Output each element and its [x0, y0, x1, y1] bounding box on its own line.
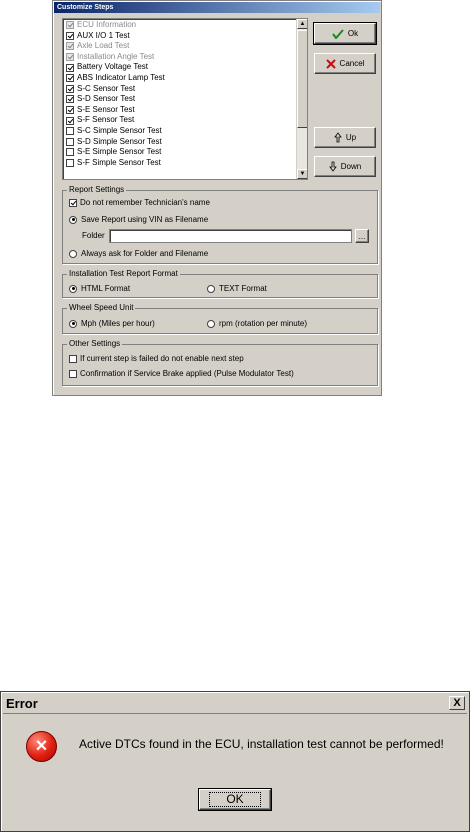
step-label: Installation Angle Test	[77, 51, 155, 61]
remember-name-checkbox[interactable]	[69, 198, 210, 207]
step-label: AUX I/O 1 Test	[77, 30, 130, 40]
step-checkbox[interactable]	[66, 85, 74, 93]
report-settings-title: Report Settings	[69, 185, 125, 194]
error-ok-button[interactable]	[199, 789, 271, 810]
brake-confirm-checkbox[interactable]	[69, 369, 294, 378]
folder-input[interactable]	[109, 229, 352, 243]
steps-listbox[interactable]	[62, 18, 308, 180]
brake-confirm-label: Confirmation if Service Brake applied (Pulse Modulator Test)	[80, 369, 294, 378]
error-ok-label: OK	[209, 792, 260, 807]
html-format-radio[interactable]	[69, 284, 130, 293]
always-ask-radio-dot[interactable]	[69, 250, 77, 258]
step-list-item[interactable]	[66, 73, 296, 84]
scroll-up-arrow-icon[interactable]: ▲	[297, 19, 308, 29]
text-format-radio[interactable]	[207, 284, 267, 293]
step-checkbox[interactable]	[66, 64, 74, 72]
up-arrow-icon	[334, 132, 342, 143]
step-list-item[interactable]	[66, 52, 296, 63]
step-label: Battery Voltage Test	[77, 62, 149, 72]
mph-radio[interactable]	[69, 319, 155, 328]
report-format-title: Installation Test Report Format	[69, 269, 178, 278]
listbox-scrollbar[interactable]	[296, 19, 307, 179]
step-list-item[interactable]	[66, 84, 296, 95]
step-list-item[interactable]	[66, 147, 296, 158]
wheel-speed-group	[62, 303, 378, 334]
step-failed-checkbox-box[interactable]	[69, 355, 77, 363]
step-label: Axle Load Test	[77, 41, 130, 51]
browse-folder-label: ...	[358, 231, 366, 241]
ok-button-label: Ok	[347, 29, 359, 38]
folder-row	[82, 231, 105, 240]
wheel-speed-title: Wheel Speed Unit	[69, 303, 134, 312]
save-vin-radio-dot[interactable]	[69, 216, 77, 224]
step-checkbox	[66, 53, 74, 61]
error-message: Active DTCs found in the ECU, installation test cannot be performed!	[79, 737, 444, 751]
dialog-title: Customize Steps	[54, 2, 380, 13]
always-ask-radio[interactable]	[69, 249, 208, 258]
error-icon: ×	[26, 731, 57, 762]
steps-list	[63, 19, 296, 168]
rpm-label: rpm (rotation per minute)	[219, 319, 308, 328]
step-checkbox[interactable]	[66, 106, 74, 114]
down-button-label: Down	[340, 162, 362, 171]
html-format-radio-dot[interactable]	[69, 285, 77, 293]
folder-label: Folder	[82, 231, 105, 240]
step-label: S-E Sensor Test	[77, 104, 135, 114]
step-checkbox[interactable]	[66, 95, 74, 103]
mph-radio-dot[interactable]	[69, 320, 77, 328]
step-checkbox	[66, 21, 74, 29]
step-checkbox[interactable]	[66, 148, 74, 156]
scroll-down-arrow-icon[interactable]: ▼	[297, 169, 308, 179]
step-failed-label: If current step is failed do not enable next step	[80, 354, 244, 363]
remember-name-label: Do not remember Technician's name	[80, 198, 210, 207]
report-format-group	[62, 269, 378, 298]
step-label: ECU Information	[77, 20, 137, 29]
scroll-thumb[interactable]	[297, 30, 308, 128]
step-list-item[interactable]	[66, 41, 296, 52]
step-label: S-F Simple Sensor Test	[77, 157, 161, 167]
step-list-item[interactable]	[66, 20, 296, 31]
step-list-item[interactable]	[66, 137, 296, 148]
ok-button[interactable]	[314, 23, 376, 44]
report-settings-group	[62, 185, 378, 264]
html-format-label: HTML Format	[81, 284, 131, 293]
step-checkbox[interactable]	[66, 32, 74, 40]
up-button[interactable]	[314, 127, 376, 148]
cancel-button-label: Cancel	[339, 59, 365, 68]
step-label: S-C Sensor Test	[77, 83, 136, 93]
step-checkbox[interactable]	[66, 127, 74, 135]
step-failed-checkbox[interactable]	[69, 354, 244, 363]
step-checkbox[interactable]	[66, 138, 74, 146]
rpm-radio[interactable]	[207, 319, 307, 328]
checkmark-icon	[332, 29, 344, 39]
step-list-item[interactable]	[66, 62, 296, 73]
rpm-radio-dot[interactable]	[207, 320, 215, 328]
step-list-item[interactable]	[66, 126, 296, 137]
error-title: Error	[3, 694, 467, 714]
step-label: S-D Sensor Test	[77, 94, 136, 104]
step-list-item[interactable]	[66, 115, 296, 126]
up-button-label: Up	[345, 133, 357, 142]
save-vin-radio[interactable]	[69, 215, 208, 224]
step-list-item[interactable]	[66, 105, 296, 116]
step-label: S-E Simple Sensor Test	[77, 147, 162, 157]
other-settings-title: Other Settings	[69, 339, 121, 348]
always-ask-label: Always ask for Folder and Filename	[81, 249, 209, 258]
step-label: ABS Indicator Lamp Test	[77, 72, 165, 82]
step-list-item[interactable]	[66, 158, 296, 169]
red-x-icon	[326, 59, 336, 69]
text-format-radio-dot[interactable]	[207, 285, 215, 293]
text-format-label: TEXT Format	[219, 284, 267, 293]
brake-confirm-checkbox-box[interactable]	[69, 370, 77, 378]
step-checkbox[interactable]	[66, 117, 74, 125]
remember-name-checkbox-box[interactable]	[69, 199, 77, 207]
step-list-item[interactable]	[66, 94, 296, 105]
browse-folder-button[interactable]	[355, 229, 369, 243]
cancel-button[interactable]	[314, 53, 376, 74]
down-button[interactable]	[314, 156, 376, 177]
error-dialog	[0, 691, 470, 832]
step-checkbox[interactable]	[66, 159, 74, 167]
other-settings-group	[62, 339, 378, 386]
close-icon[interactable]: X	[449, 696, 465, 710]
customize-steps-dialog	[52, 0, 382, 396]
step-label: S-D Simple Sensor Test	[77, 136, 162, 146]
down-arrow-icon	[329, 161, 337, 172]
step-checkbox	[66, 42, 74, 50]
save-vin-label: Save Report using VIN as Filename	[81, 215, 209, 224]
step-label: S-C Simple Sensor Test	[77, 125, 162, 135]
step-list-item[interactable]	[66, 31, 296, 42]
step-label: S-F Sensor Test	[77, 115, 135, 125]
mph-label: Mph (Miles per hour)	[81, 319, 155, 328]
step-checkbox[interactable]	[66, 74, 74, 82]
